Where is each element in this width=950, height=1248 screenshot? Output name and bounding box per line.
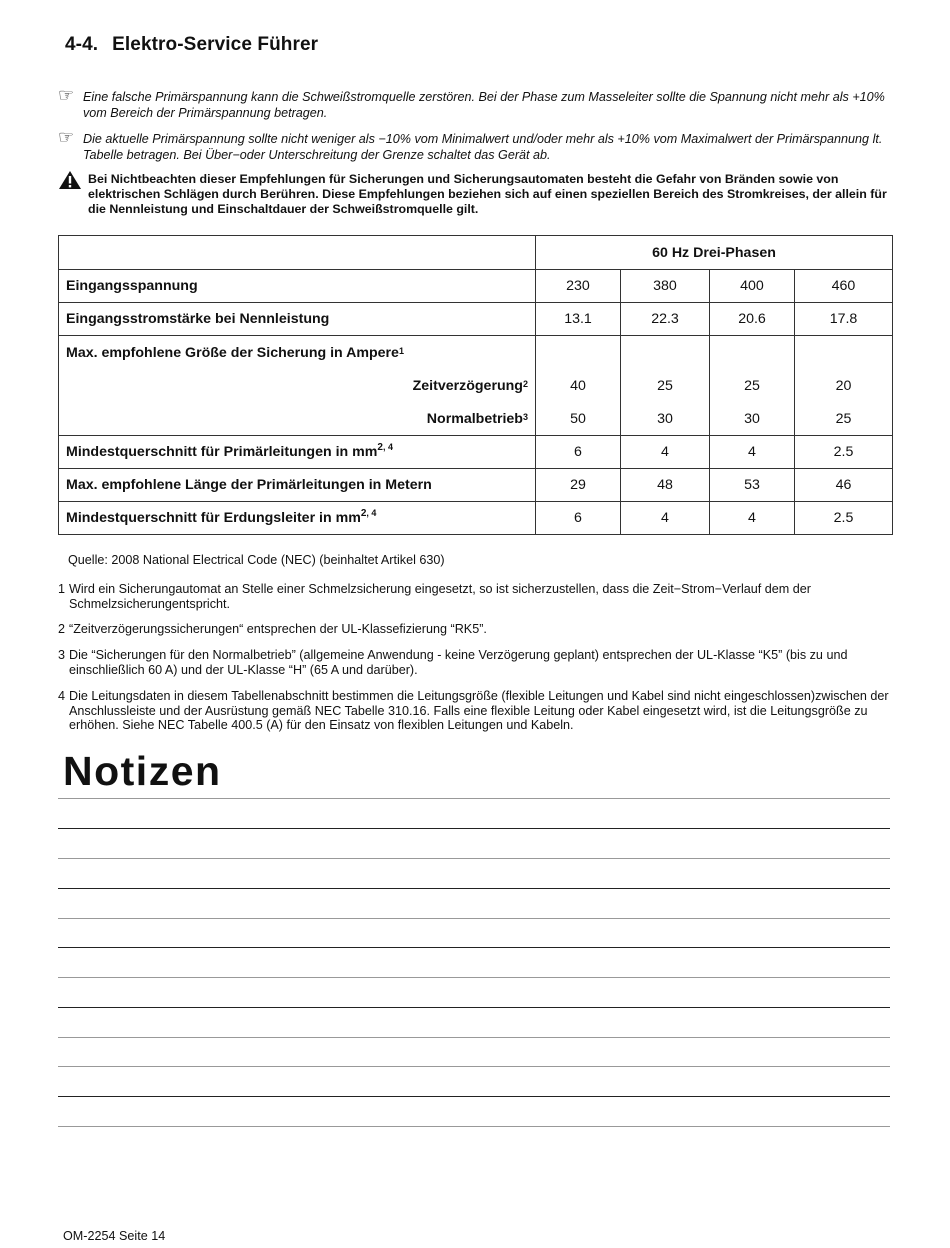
table-cell: 29	[536, 469, 621, 502]
row-label: Max. empfohlene Länge der Primärleitungen in Metern	[59, 469, 536, 502]
footnote-ref: 2	[522, 378, 528, 389]
footnote-text: Die “Sicherungen für den Normalbetrieb” (allgemeine Anwendung - keine Verzögerung geplant) entsprechen der UL-Klasse “K5” (bis zu und einschließlich 60 A) und der UL-Klasse “H” (65 A und darüber).	[69, 648, 848, 677]
table-cell: 46	[795, 469, 893, 502]
fuse-delay-text: Zeitverzögerung	[412, 377, 523, 394]
fuse-normal-value: 30	[744, 410, 760, 427]
note-line	[58, 1126, 890, 1127]
table-cell: 2.5	[795, 436, 893, 469]
table-cell	[536, 336, 621, 436]
footnote-ref: , 4	[382, 442, 393, 452]
notes-heading: Notizen	[63, 748, 222, 794]
footnote-text: “Zeitverzögerungssicherungen“ entsprechen der UL-Klassefizierung “RK5”.	[69, 622, 487, 636]
fuse-delay-value: 25	[657, 377, 673, 394]
table-cell: 460	[795, 270, 893, 303]
fuse-normal-value: 50	[570, 410, 586, 427]
footnote	[58, 648, 894, 677]
fuse-label	[59, 336, 535, 369]
table-row-primary-cross-section	[59, 436, 893, 469]
table-corner-cell	[59, 236, 536, 270]
fuse-normal-label	[59, 402, 535, 435]
note-line	[58, 888, 890, 889]
footnote-number: 2	[58, 622, 66, 636]
table-cell: 20.6	[710, 303, 795, 336]
note-line	[58, 1066, 890, 1067]
table-cell: 4	[710, 436, 795, 469]
footnote-text: Wird ein Sicherungautomat an Stelle einer Schmelzsicherung eingesetzt, so ist sicherzustellen, dass die Zeit−Strom−Verlauf dem der Schmelzsicherungentspricht.	[69, 582, 812, 611]
table-cell	[710, 336, 795, 436]
table-cell: 2.5	[795, 502, 893, 535]
page-footer: OM-2254 Seite 14	[63, 1229, 166, 1243]
footnote-ref: 2	[377, 442, 383, 453]
footnote-ref: 1	[398, 345, 404, 356]
table-row-current	[59, 303, 893, 336]
footnote	[58, 689, 894, 733]
source-note: Quelle: 2008 National Electrical Code (NEC) (beinhaltet Artikel 630)	[68, 553, 445, 567]
footnote-ref: , 4	[366, 508, 377, 518]
pointing-hand-icon: ☞	[58, 127, 75, 147]
row-label: Eingangsstromstärke bei Nennleistung	[59, 303, 536, 336]
footnote-ref: 3	[522, 411, 528, 422]
fuse-delay-value: 20	[835, 377, 852, 394]
table-row-voltage	[59, 270, 893, 303]
table-cell: 22.3	[621, 303, 710, 336]
table-cell: 4	[621, 502, 710, 535]
note-primary-voltage	[58, 85, 894, 121]
table-cell: 6	[536, 502, 621, 535]
table-row-fuse	[59, 336, 893, 436]
fuse-delay-value: 25	[744, 377, 760, 394]
electrical-service-table	[58, 235, 893, 535]
fuse-label-text: Max. empfohlene Größe der Sicherung in Ampere	[66, 344, 399, 361]
note-line	[58, 1037, 890, 1038]
table-cell: 53	[710, 469, 795, 502]
row-label	[59, 502, 536, 535]
note-line	[58, 828, 890, 829]
fuse-normal-value: 30	[657, 410, 673, 427]
footnote	[58, 582, 894, 611]
warning-triangle-icon	[58, 170, 82, 190]
note-line	[58, 1007, 890, 1008]
footnote-number: 3	[58, 648, 66, 662]
table-cell: 4	[710, 502, 795, 535]
warning-text: Bei Nichtbeachten dieser Empfehlungen für Sicherungen und Sicherungsautomaten besteht die Gefahr von Bränden sowie von elektrischen Schlägen durch Berühren. Diese Empfehlungen beziehen sich auf einen speziellen Bereich des Stromkreises, der allein für die Nennleistung und Einschaltdauer der Schweißstromquelle gilt.	[88, 172, 887, 216]
table-header-row	[59, 236, 893, 270]
table-cell: 4	[621, 436, 710, 469]
fuse-label-cell	[59, 336, 536, 436]
footnote	[58, 622, 894, 637]
table-row-max-length	[59, 469, 893, 502]
note-text: Eine falsche Primärspannung kann die Schweißstromquelle zerstören. Bei der Phase zum Masseleiter sollte die Spannung nicht mehr als +10% vom Bereich der Primärspannung betragen.	[83, 90, 885, 120]
table-cell: 17.8	[795, 303, 893, 336]
table-cell: 400	[710, 270, 795, 303]
note-line	[58, 918, 890, 919]
row-label	[59, 436, 536, 469]
note-line	[58, 977, 890, 978]
note-voltage-limits	[58, 127, 894, 163]
section-title-text: Elektro-Service Führer	[112, 34, 319, 55]
warning-block	[58, 172, 894, 217]
row-label-text: Mindestquerschnitt für Erdungsleiter in mm	[66, 510, 361, 526]
pointing-hand-icon: ☞	[58, 85, 75, 105]
footnote-number: 1	[58, 582, 66, 596]
table-cell: 13.1	[536, 303, 621, 336]
row-label-text: Mindestquerschnitt für Primärleitungen in mm	[66, 444, 378, 460]
fuse-normal-text: Normalbetrieb	[426, 410, 523, 427]
phase-header: 60 Hz Drei-Phasen	[536, 236, 893, 270]
note-text: Die aktuelle Primärspannung sollte nicht weniger als −10% vom Minimalwert und/oder mehr als +10% vom Maximalwert der Primärspannung lt. Tabelle betragen. Bei Über−oder Unterschreitung der Grenze schaltet das Gerät ab.	[83, 132, 883, 162]
footnote-ref: 2	[360, 508, 367, 519]
table-cell: 380	[621, 270, 710, 303]
table-cell	[621, 336, 710, 436]
table-cell: 48	[621, 469, 710, 502]
section-number: 4-4.	[65, 34, 99, 55]
note-line	[58, 947, 890, 948]
table-cell: 6	[536, 436, 621, 469]
fuse-delay-label	[59, 369, 535, 402]
row-label: Eingangsspannung	[59, 270, 536, 303]
fuse-delay-value: 40	[570, 377, 586, 394]
footnote-text: Die Leitungsdaten in diesem Tabellenabschnitt bestimmen die Leitungsgröße (flexible Leitungen und Kabel sind nicht eingeschlossen)zwischen der Anschlussleiste und der Ausrüstung gemäß NEC Tabelle 310.16. Falls eine flexible Leitung oder Kabel eingesetzt wird, ist die Leitungsgröße zu erhöhen. Siehe NEC Tabelle 400.5 (A) für den Einsatz von flexiblen Leitungen und Kabeln.	[69, 689, 889, 732]
note-line	[58, 858, 890, 859]
footnote-number: 4	[58, 689, 66, 703]
table-cell	[795, 336, 893, 436]
fuse-normal-value: 25	[835, 410, 852, 427]
table-cell: 230	[536, 270, 621, 303]
note-line	[58, 798, 890, 799]
table-row-ground-cross-section	[59, 502, 893, 535]
note-line	[58, 1096, 890, 1097]
section-title	[65, 34, 318, 56]
